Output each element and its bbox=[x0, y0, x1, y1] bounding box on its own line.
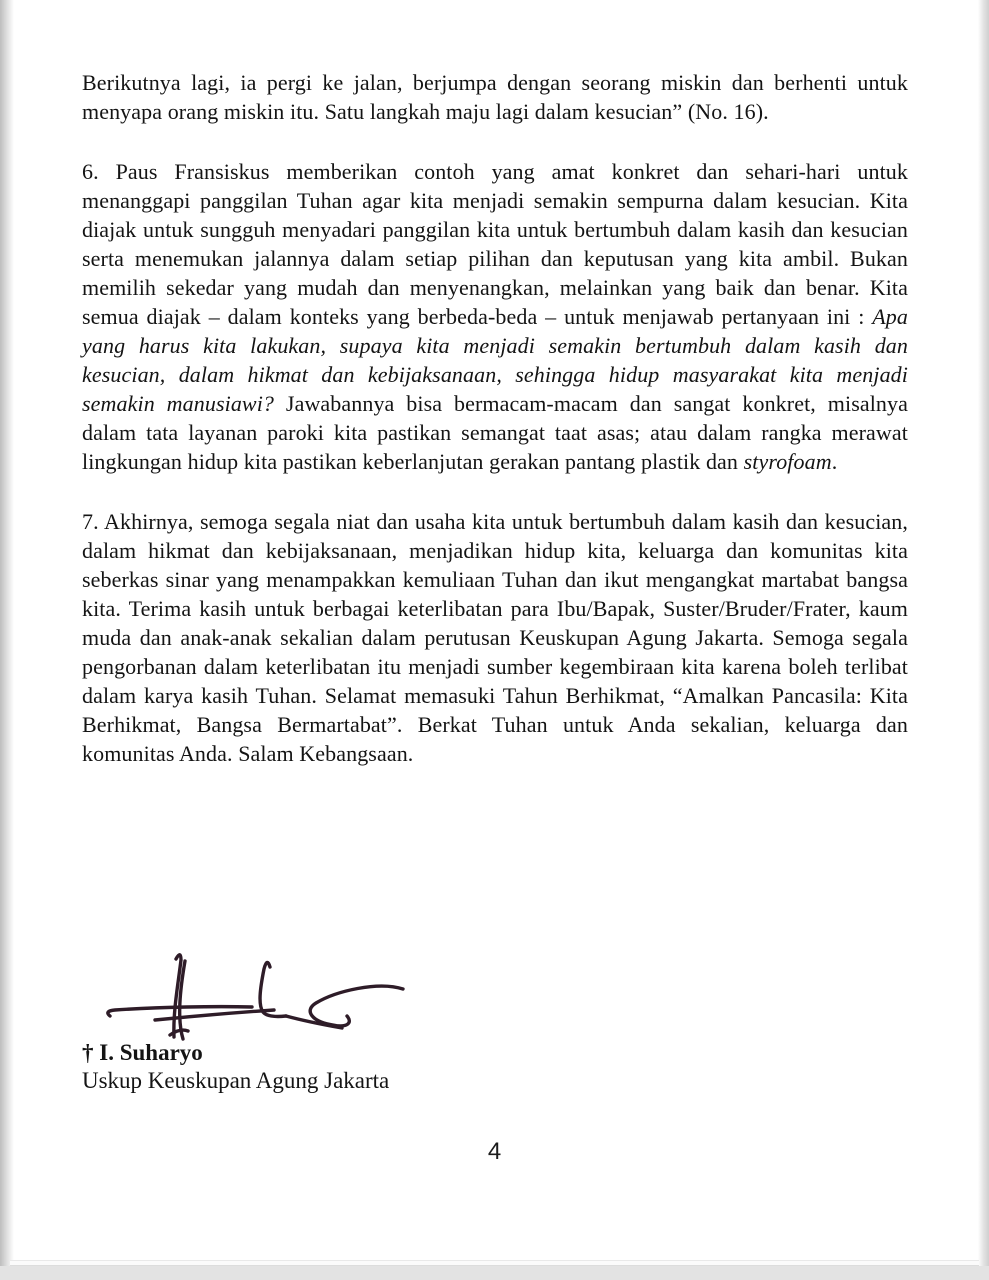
page-number: 4 bbox=[487, 1138, 502, 1165]
paragraph-6-lead: 6. Paus Fransiskus memberikan contoh yang amat konkret dan sehari-hari untuk menanggapi panggilan Tuhan agar kita menjadi semakin sempurna dalam kesucian. Kita diajak untuk sungguh menyadari panggilan kita untuk bertumbuh dalam kasih dan kesucian serta menemukan jalannya dalam setiap pilihan dan keputusan yang kita ambil. Bukan memilih sekedar yang mudah dan menyenangkan, melainkan yang baik dan benar. Kita semua diajak – dalam konteks yang berbeda-beda – untuk menjawab pertanyaan ini : bbox=[82, 159, 908, 329]
scan-edge-left bbox=[0, 0, 14, 1280]
letter-body bbox=[82, 68, 908, 799]
scan-edge-bottom bbox=[0, 1266, 989, 1280]
paragraph-6-italic-question: Apa yang harus kita lakukan, supaya kita menjadi semakin bertumbuh dalam kasih dan kesucian, dalam hikmat dan kebijaksanaan, sehingga hidup masyarakat kita menjadi semakin manusiawi? bbox=[82, 304, 908, 416]
paragraph bbox=[82, 157, 908, 476]
paragraph: Berikutnya lagi, ia pergi ke jalan, berjumpa dengan seorang miskin dan berhenti untuk menyapa orang miskin itu. Satu langkah maju lagi dalam kesucian” (No. 16). bbox=[82, 70, 908, 124]
signature-strokes bbox=[108, 955, 403, 1039]
signer-title: Uskup Keuskupan Agung Jakarta bbox=[82, 1068, 390, 1093]
signer-name: † I. Suharyo bbox=[82, 1040, 203, 1065]
paragraph-6-middle: Jawabannya bisa bermacam-macam dan sangat konkret, misalnya dalam tata layanan paroki kita pastikan semangat taat asas; atau dalam rangka merawat lingkungan hidup kita pastikan keberlanjutan gerakan pantang plastik dan bbox=[82, 391, 908, 474]
paragraph-6-tail: . bbox=[831, 449, 838, 474]
scan-edge-right bbox=[978, 0, 989, 1280]
paragraph: 7. Akhirnya, semoga segala niat dan usaha kita untuk bertumbuh dalam kasih dan kesucian, dalam hikmat dan kebijaksanaan, menjadikan hidup kita, keluarga dan komunitas kita seberkas sinar yang menampakkan kemuliaan Tuhan dan ikut mengangkat martabat bangsa kita. Terima kasih untuk berbagai keterlibatan para Ibu/Bapak, Suster/Bruder/Frater, kaum muda dan anak-anak sekalian dalam perutusan Keuskupan Agung Jakarta. Semoga segala pengorbanan dalam keterlibatan itu menjadi sumber kegembiraan kita karena boleh terlibat dalam karya kasih Tuhan. Selamat memasuki Tahun Berhikmat, “Amalkan Pancasila: Kita Berhikmat, Bangsa Bermartabat”. Berkat Tuhan untuk Anda sekalian, keluarga dan komunitas Anda. Salam Kebangsaan. bbox=[82, 509, 908, 766]
paragraph-6-italic-word: styrofoam bbox=[743, 449, 832, 474]
